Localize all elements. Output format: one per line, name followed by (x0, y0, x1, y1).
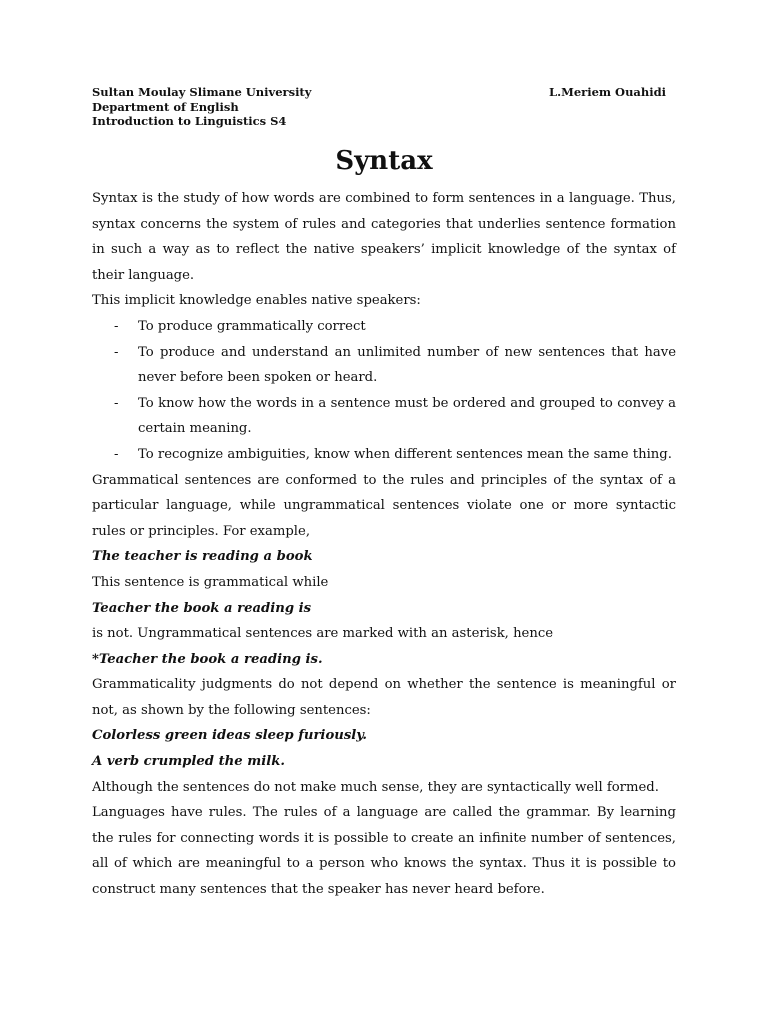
list-item: - To recognize ambiguities, know when different sentences mean the same thing. (92, 442, 676, 468)
example-sentence: *Teacher the book a reading is. (92, 651, 323, 667)
example-sentence: Colorless green ideas sleep furiously. (92, 728, 367, 744)
paragraph-grammatical-while: This sentence is grammatical while (92, 574, 329, 590)
paragraph-knowledge: This implicit knowledge enables native speakers: (92, 293, 421, 309)
department-name: Department of English (92, 99, 239, 114)
course-name: Introduction to Linguistics S4 (92, 114, 287, 128)
abilities-list (92, 314, 676, 468)
paragraph-grammatical: Grammatical sentences are conformed to the rules and principles of the syntax of a particular language, while ungrammatical sentences violate one or more syntactic rules or principles. For example, (92, 472, 676, 539)
bullet-dash: - (114, 344, 119, 360)
document-page (92, 85, 676, 903)
bullet-dash: - (114, 446, 119, 462)
paragraph-judgments: Grammaticality judgments do not depend on whether the sentence is meaningful or not, as shown by the following sentences: (92, 677, 676, 718)
author-name: L.Meriem Ouahidi (549, 85, 667, 99)
paragraph-rules: Languages have rules. The rules of a language are called the grammar. By learning the rules for connecting words it is possible to create an infinite number of sentences, all of which are meaningful to a person who knows the syntax. Thus it is possible to construct many sentences that the speaker has never heard before. (92, 805, 676, 898)
paragraph-intro: Syntax is the study of how words are combined to form sentences in a language. Thus, syntax concerns the system of rules and categories that underlies sentence formation in such a way as to reflect the native speakers’ implicit knowledge of the syntax of their language. (92, 191, 676, 283)
paragraph-well-formed: Although the sentences do not make much sense, they are syntactically well formed. (92, 779, 659, 795)
example-sentence: Teacher the book a reading is (92, 600, 312, 616)
bullet-dash: - (114, 395, 119, 411)
list-item: - To produce grammatically correct (92, 314, 676, 340)
document-body (92, 186, 676, 903)
example-sentence: A verb crumpled the milk. (92, 754, 285, 770)
paragraph-asterisk: is not. Ungrammatical sentences are marked with an asterisk, hence (92, 626, 554, 642)
list-item: - To know how the words in a sentence must be ordered and grouped to convey a certain meaning. (92, 391, 676, 442)
example-sentence: The teacher is reading a book (92, 549, 313, 565)
university-name: Sultan Moulay Slimane University (92, 85, 312, 99)
list-item: - To produce and understand an unlimited number of new sentences that have never before been spoken or heard. (92, 340, 676, 391)
bullet-dash: - (114, 318, 119, 334)
page-title: Syntax (335, 146, 433, 176)
document-header (92, 85, 676, 129)
